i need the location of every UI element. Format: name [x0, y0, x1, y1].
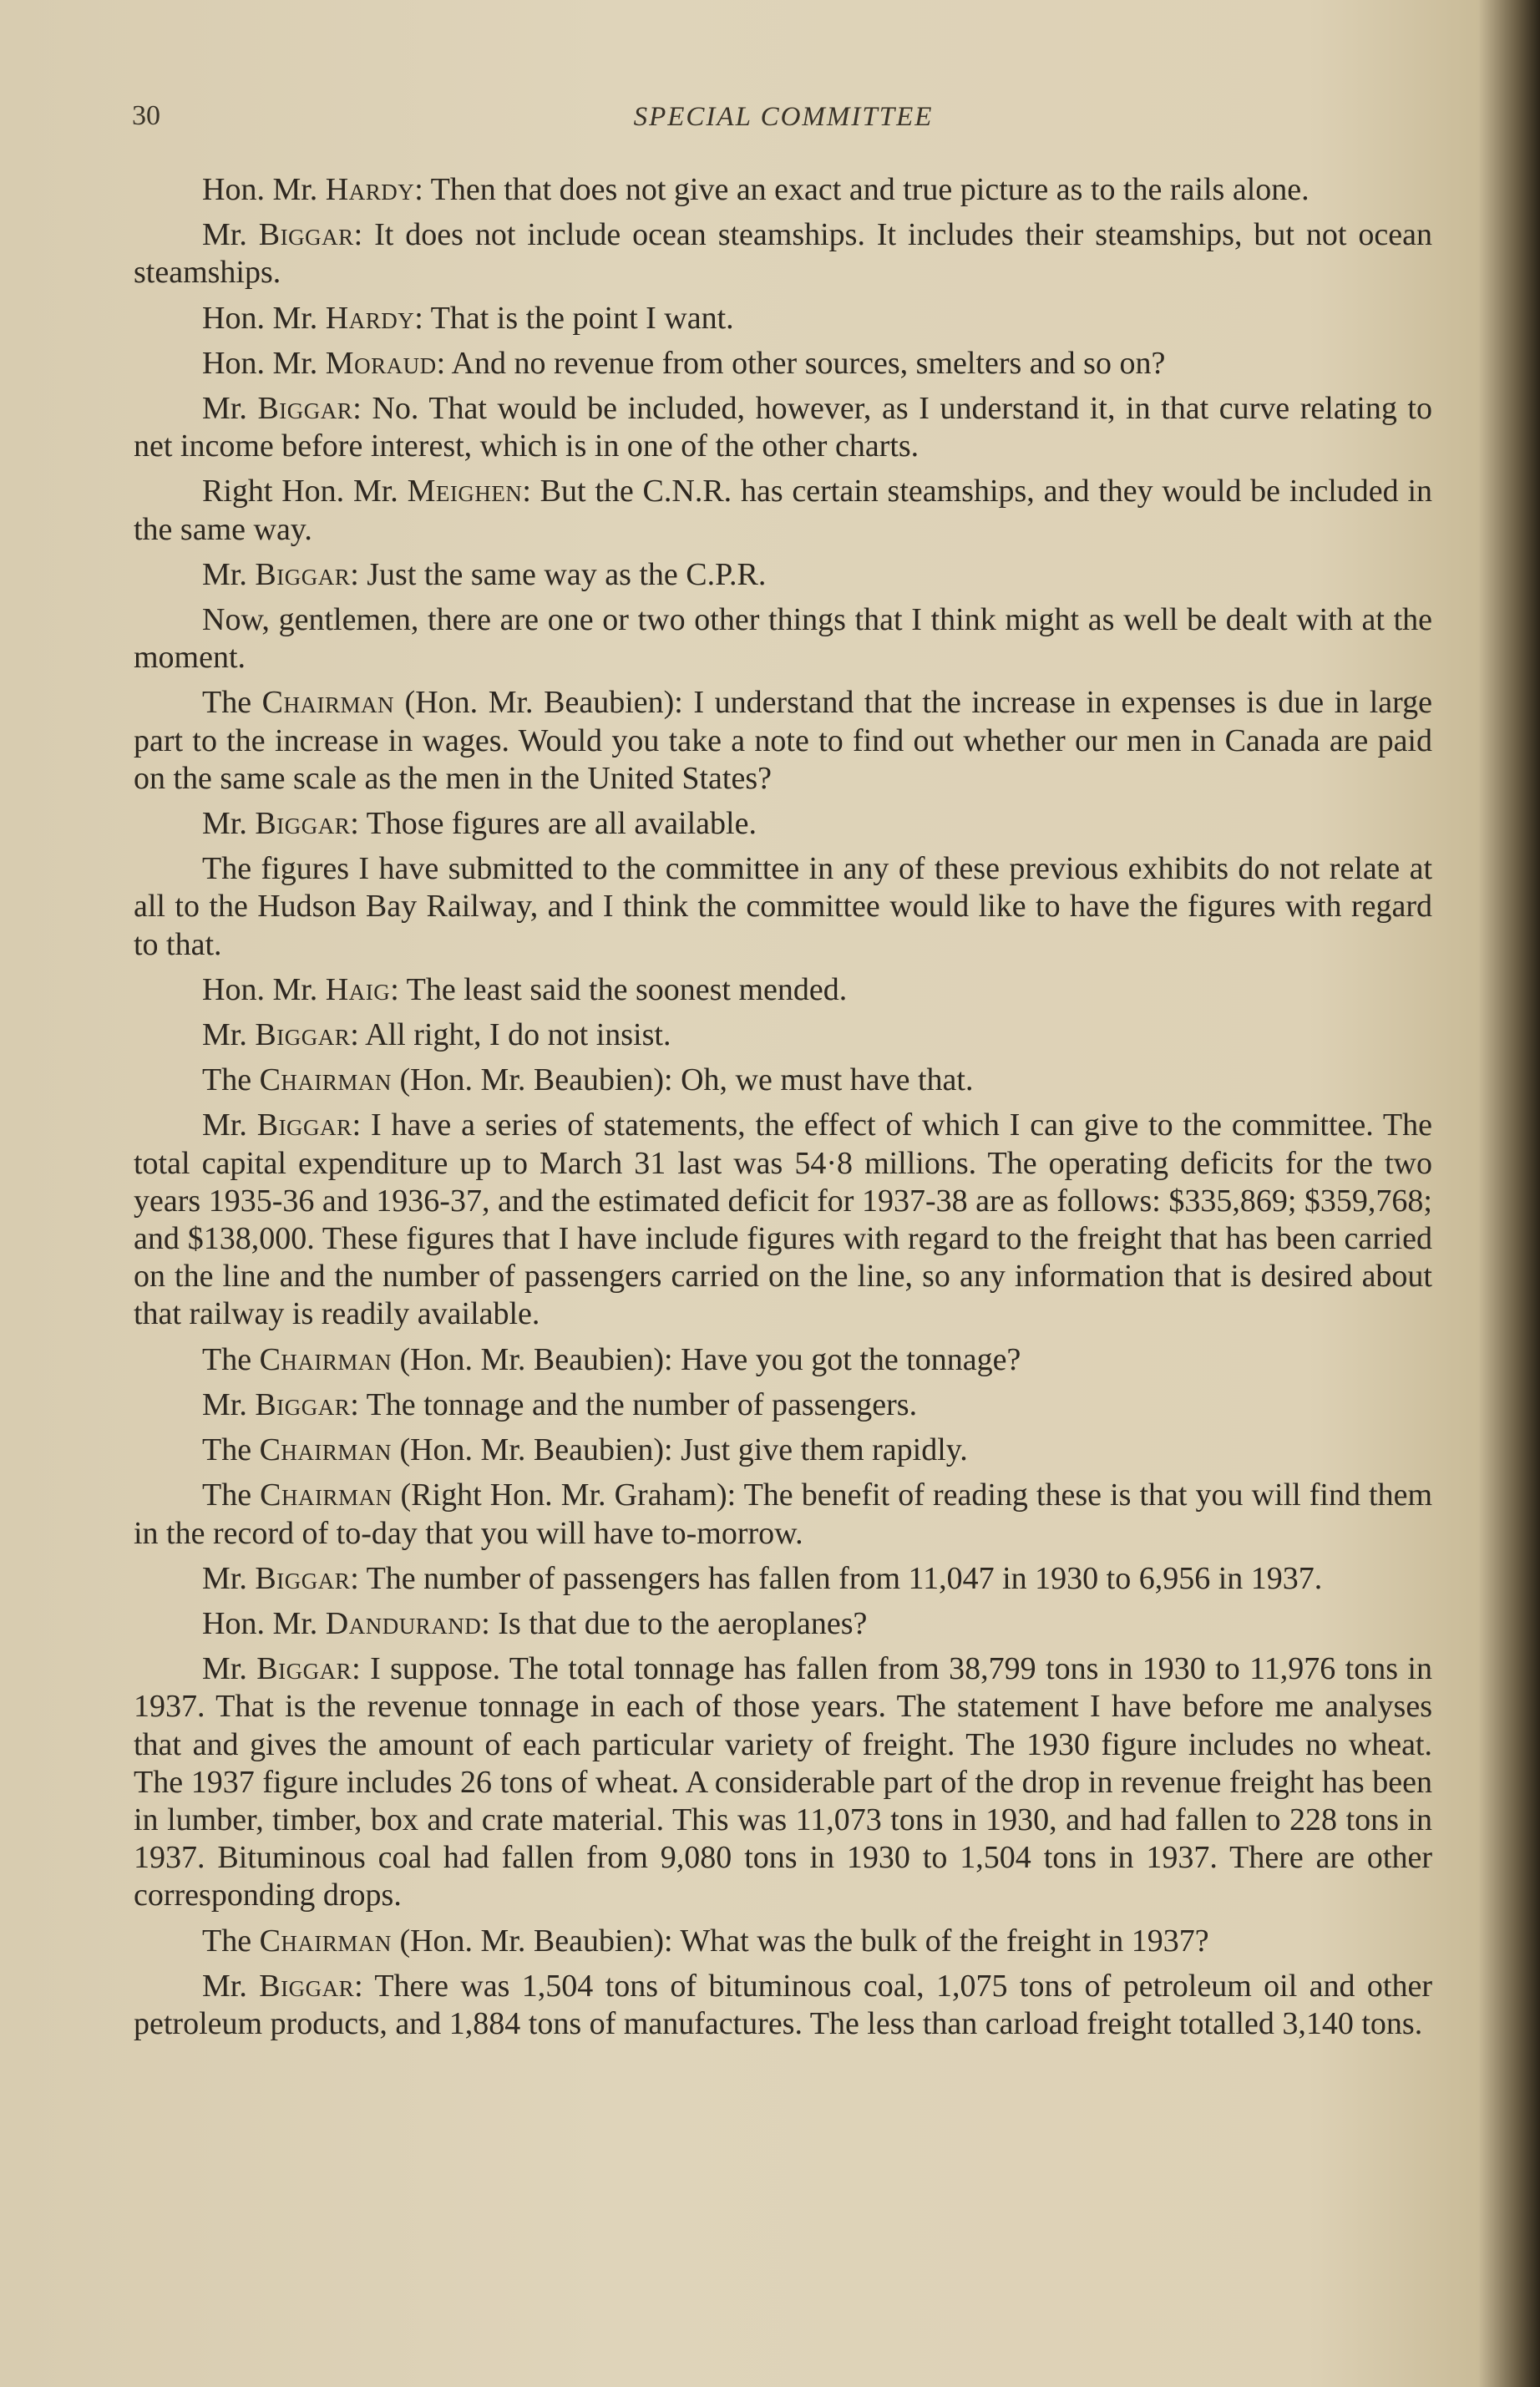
paragraph: [134, 850, 1432, 964]
paragraph: [134, 1016, 1432, 1054]
paragraph-text: : That is the point I want.: [414, 300, 734, 336]
paragraph-text: : It does not include ocean steamships. It includes their steamships, but not ocean steamships.: [134, 217, 1432, 291]
paragraph-text: : The tonnage and the number of passengers.: [350, 1386, 918, 1422]
paragraph: [134, 1107, 1432, 1333]
paragraph: [134, 216, 1432, 291]
speaker-title: Hon. Mr.: [202, 345, 326, 381]
paragraph-text: (Hon. Mr. Beaubien): I understand that the increase in expenses is due in large part to the increase in wages. Would you take a note to find out whether our men in Canada are paid on the same scale as the men in the United States?: [134, 685, 1432, 796]
paragraph: [134, 171, 1432, 209]
paragraph: [134, 473, 1432, 548]
speaker-name: Moraud: [325, 345, 437, 381]
paragraph-text: : Just the same way as the C.P.R.: [350, 556, 767, 592]
paragraph-text: (Right Hon. Mr. Graham): The benefit of reading these is that you will find them in the record of to-day that you will have to-morrow.: [134, 1477, 1432, 1551]
speaker-name: Chairman: [259, 1923, 392, 1959]
speaker-name: Biggar: [259, 1968, 355, 2004]
paragraph-text: : The number of passengers has fallen from 11,047 in 1930 to 6,956 in 1937.: [350, 1560, 1323, 1596]
speaker-title: Mr.: [202, 391, 258, 427]
speaker-name: Chairman: [261, 685, 394, 721]
page-header: [132, 100, 1435, 150]
speaker-name: Biggar: [255, 1386, 351, 1422]
paragraph-text: : All right, I do not insist.: [350, 1017, 671, 1053]
speaker-name: Biggar: [255, 1560, 351, 1596]
speaker-title: Mr.: [202, 556, 256, 592]
speaker-title: Mr.: [202, 1017, 256, 1053]
speaker-title: Mr.: [202, 1386, 256, 1422]
speaker-title: Hon. Mr.: [202, 172, 326, 207]
paragraph: [134, 1386, 1432, 1424]
paragraph: [134, 1650, 1432, 1914]
speaker-title: Mr.: [202, 806, 256, 842]
paragraph: [134, 1560, 1432, 1598]
paragraph-text: : I suppose. The total tonnage has fallen from 38,799 tons in 1930 to 11,976 tons in 1937. That is the revenue tonnage in each of those years. The statement I have before me analyses that and gives the amount of each particular variety of freight. The 1930 figure includes no wheat. The 1937 figure includes 26 tons of wheat. A considerable part of the drop in revenue freight has been in lumber, timber, box and crate material. This was 11,073 tons in 1930, and had fallen to 228 tons in 1937. Bituminous coal had fallen from 9,080 tons in 1930 to 1,504 tons in 1937. There are other corresponding drops.: [134, 1651, 1432, 1913]
paragraph: [134, 1341, 1432, 1379]
paragraph-text: : The least said the soonest mended.: [390, 971, 848, 1007]
speaker-title: The: [202, 1477, 261, 1513]
speaker-title: Right Hon. Mr.: [202, 474, 408, 509]
speaker-name: Biggar: [256, 1651, 352, 1687]
speaker-name: Meighen: [407, 474, 523, 509]
paragraph: [134, 390, 1432, 465]
paragraph-text: : No. That would be included, however, as I understand it, in that curve relating to net income before interest, which is in one of the other charts.: [134, 391, 1432, 464]
paragraph-text: (Hon. Mr. Beaubien): Have you got the tonnage?: [391, 1341, 1021, 1377]
paragraph: [134, 805, 1432, 843]
paragraph: [134, 1477, 1432, 1552]
paragraph: [134, 1968, 1432, 2043]
speaker-name: Biggar: [256, 1107, 352, 1143]
paragraph: [134, 971, 1432, 1009]
speaker-title: Hon. Mr.: [202, 1605, 326, 1641]
paragraph: [134, 684, 1432, 798]
speaker-title: Mr.: [202, 1968, 260, 2004]
paragraph: [134, 556, 1432, 594]
paragraph-text: : But the C.N.R. has certain steamships, and they would be included in the same way.: [134, 474, 1433, 547]
speaker-name: Biggar: [258, 217, 354, 253]
speaker-title: The: [202, 1923, 260, 1959]
paragraph-text: (Hon. Mr. Beaubien): Just give them rapidly.: [391, 1432, 968, 1468]
paragraph-text: The figures I have submitted to the committee in any of these previous exhibits do not relate at all to the Hudson Bay Railway, and I think the committee would like to have the figures with regard to that.: [134, 851, 1432, 962]
running-head: SPECIAL COMMITTEE: [633, 102, 934, 132]
paragraph: [134, 1062, 1432, 1099]
speaker-name: Biggar: [257, 391, 353, 427]
speaker-name: Chairman: [260, 1477, 393, 1513]
paragraph-text: : Those figures are all available.: [350, 806, 757, 842]
paragraph: [134, 345, 1432, 383]
speaker-name: Dandurand: [325, 1605, 482, 1641]
paragraph: [134, 300, 1432, 337]
paragraph: [134, 601, 1432, 677]
paragraph-text: : I have a series of statements, the effect of which I can give to the committee. The total capital expenditure up to March 31 last was 54·8 millions. The operating deficits for the two years 1935-36 and 1936-37, and the estimated deficit for 1937-38 are as follows: $335,869; $359,768; and $138,000. These figures that I have include figures with regard to the freight that has been carried on the line and the number of passengers carried on the line, so any information that is desired about that railway is readily available.: [134, 1107, 1432, 1332]
paragraph-text: (Hon. Mr. Beaubien): What was the bulk of the freight in 1937?: [391, 1923, 1209, 1959]
speaker-title: The: [202, 1341, 260, 1377]
speaker-name: Biggar: [255, 556, 351, 592]
speaker-name: Chairman: [259, 1432, 392, 1468]
speaker-title: The: [202, 1062, 260, 1098]
paragraph: [134, 1432, 1432, 1469]
body-text: [134, 171, 1432, 2050]
speaker-title: The: [202, 1432, 260, 1468]
speaker-name: Hardy: [325, 300, 415, 336]
speaker-name: Chairman: [259, 1341, 392, 1377]
speaker-title: Mr.: [202, 1107, 257, 1143]
page-number: 30: [132, 100, 160, 131]
paragraph-text: : Then that does not give an exact and true picture as to the rails alone.: [414, 172, 1310, 207]
paragraph-text: : And no revenue from other sources, smelters and so on?: [436, 345, 1166, 381]
speaker-name: Biggar: [255, 1017, 351, 1053]
speaker-name: Biggar: [255, 806, 351, 842]
speaker-title: Mr.: [202, 1651, 257, 1687]
paragraph-text: : Is that due to the aeroplanes?: [481, 1605, 868, 1641]
speaker-name: Chairman: [259, 1062, 392, 1098]
speaker-title: Mr.: [202, 1560, 256, 1596]
paragraph-text: (Hon. Mr. Beaubien): Oh, we must have that.: [391, 1062, 974, 1098]
paragraph: [134, 1605, 1432, 1643]
speaker-name: Hardy: [325, 172, 415, 207]
speaker-title: Hon. Mr.: [202, 971, 326, 1007]
speaker-name: Haig: [325, 971, 391, 1007]
paragraph-text: Now, gentlemen, there are one or two other things that I think might as well be dealt with at the moment.: [134, 602, 1432, 676]
speaker-title: The: [202, 685, 262, 721]
paragraph: [134, 1923, 1432, 1960]
speaker-title: Hon. Mr.: [202, 300, 326, 336]
paragraph-text: : There was 1,504 tons of bituminous coal, 1,075 tons of petroleum oil and other petroleum products, and 1,884 tons of manufactures. The less than carload freight totalled 3,140 tons.: [134, 1968, 1432, 2041]
speaker-title: Mr.: [202, 217, 259, 253]
